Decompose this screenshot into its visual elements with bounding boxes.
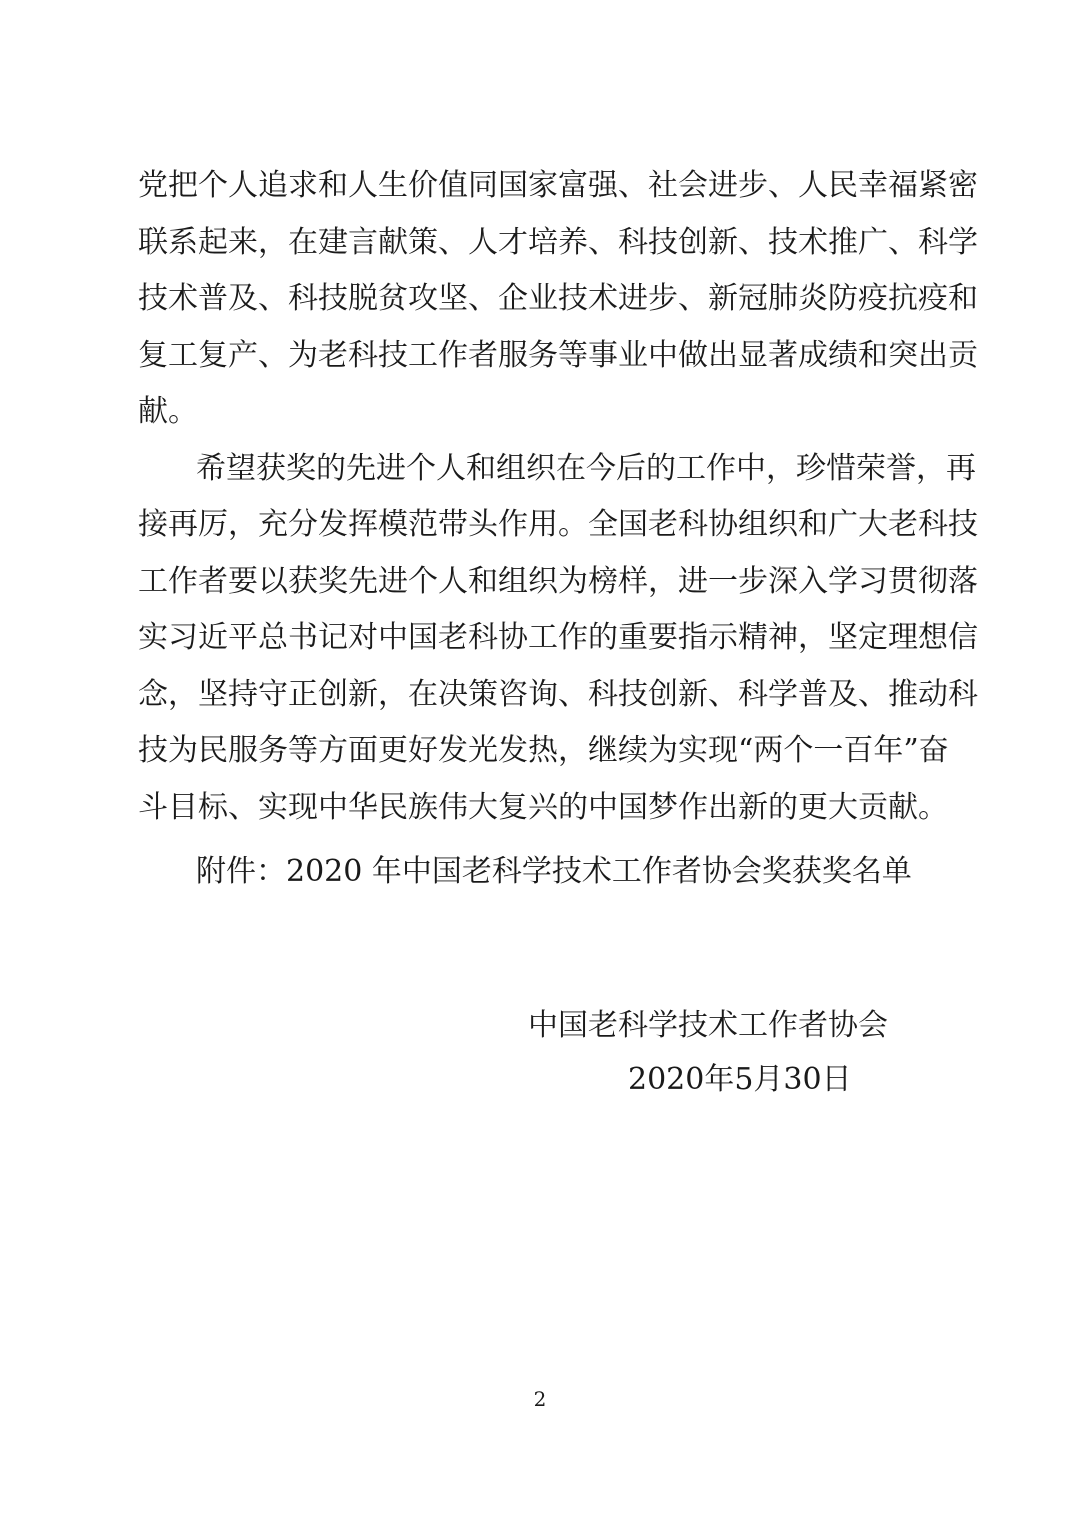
paragraph-line: 复工复产、为老科技工作者服务等事业中做出显著成绩和突出贡 — [138, 338, 978, 373]
paragraph-line: 技为民服务等方面更好发光发热，继续为实现“两个一百年”奋 — [138, 733, 949, 768]
paragraph-line: 工作者要以获奖先进个人和组织为榜样，进一步深入学习贯彻落 — [138, 564, 978, 599]
signature-date: 2020年5月30日 — [628, 1062, 852, 1097]
paragraph-line: 党把个人追求和人生价值同国家富强、社会进步、人民幸福紧密 — [138, 168, 978, 203]
signature-organization: 中国老科学技术工作者协会 — [528, 1008, 888, 1043]
paragraph-line: 念，坚持守正创新，在决策咨询、科技创新、科学普及、推动科 — [138, 677, 978, 712]
page-number: 2 — [533, 1387, 547, 1411]
paragraph-line: 斗目标、实现中华民族伟大复兴的中国梦作出新的更大贡献。 — [138, 790, 948, 825]
paragraph-line: 联系起来，在建言献策、人才培养、科技创新、技术推广、科学 — [138, 225, 978, 260]
paragraph-line: 接再厉，充分发挥模范带头作用。全国老科协组织和广大老科技 — [138, 507, 978, 542]
paragraph-line: 实习近平总书记对中国老科协工作的重要指示精神，坚定理想信 — [138, 620, 978, 655]
paragraph-line: 技术普及、科技脱贫攻坚、企业技术进步、新冠肺炎防疫抗疫和 — [138, 281, 978, 316]
paragraph-line: 希望获奖的先进个人和组织在今后的工作中，珍惜荣誉，再 — [196, 451, 976, 486]
attachment-note: 附件：2020 年中国老科学技术工作者协会奖获奖名单 — [196, 854, 912, 889]
paragraph-line: 献。 — [138, 394, 198, 429]
